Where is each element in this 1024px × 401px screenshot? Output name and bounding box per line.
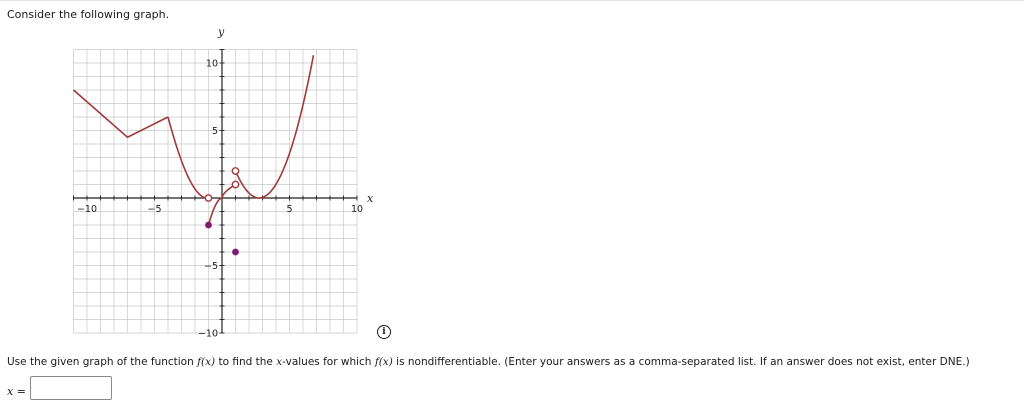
question-middle: to find the [215, 356, 277, 368]
info-icon[interactable]: i [377, 325, 391, 339]
y-tick-label: 5 [211, 126, 218, 137]
grid [74, 50, 358, 334]
top-divider [0, 0, 1024, 1]
x-tick-label: 10 [350, 204, 364, 215]
question-suffix: is nondifferentiable. (Enter your answers as a comma-separated list. If an answer does not exist, enter DNE.) [392, 356, 970, 368]
y-axis-label: y [218, 25, 225, 39]
open-point [232, 168, 238, 174]
answer-input[interactable] [30, 376, 112, 400]
question-middle2: -values for which [282, 356, 375, 368]
function-graph [62, 25, 382, 344]
graph-canvas [62, 25, 382, 344]
question-text [7, 356, 970, 368]
x-tick-label: −5 [147, 204, 162, 215]
question-prefix: Use the given graph of the function [7, 356, 198, 368]
y-tick-label: −5 [203, 261, 218, 272]
x-tick-label: −10 [76, 204, 98, 215]
tick-labels [74, 50, 364, 340]
axes [74, 26, 375, 334]
y-tick-label: 10 [205, 58, 218, 70]
open-point [232, 181, 238, 187]
open-point [205, 195, 211, 201]
problem-prompt: Consider the following graph. [7, 8, 170, 21]
function-notation-2: f(x) [374, 356, 393, 368]
filled-point [205, 222, 212, 229]
answer-label: x = [7, 385, 26, 398]
function-curve [74, 55, 314, 225]
y-tick-label: −10 [197, 328, 218, 340]
x-axis-label: x [367, 192, 374, 205]
x-variable: x [276, 356, 283, 368]
x-tick-label: 5 [286, 204, 293, 215]
filled-point [232, 249, 239, 256]
function-notation: f(x) [197, 356, 216, 368]
